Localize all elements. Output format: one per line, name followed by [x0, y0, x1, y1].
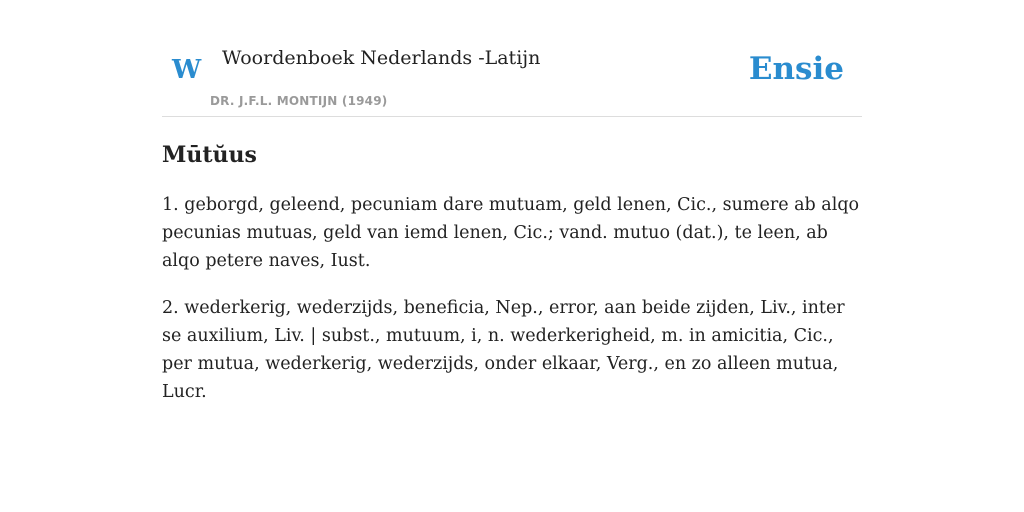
book-author: DR. J.F.L. MONTIJN (1949): [210, 94, 388, 108]
definition-2: 2. wederkerig, wederzijds, beneficia, Nep., error, aan beide zijden, Liv., inter se auxilium, Liv. | subst., mutuum, i, n. wederkerigheid, m. in amicitia, Cic., per mutua, wederkerig, wederzijds, onder elkaar, Verg., en zo alleen mutua, Lucr.: [162, 298, 845, 402]
headword-part: ū: [186, 142, 203, 168]
headword-part: us: [228, 142, 257, 168]
book-title-link[interactable]: Woordenboek Nederlands -Latijn: [222, 47, 541, 69]
book-letter-icon[interactable]: W: [172, 55, 202, 85]
headword-part: ŭ: [212, 142, 229, 168]
dictionary-entry-card: [162, 0, 862, 406]
definition-1: 1. geborgd, geleend, pecuniam dare mutuam, geld lenen, Cic., sumere ab alqo pecunias mutuas, geld van iemd lenen, Cic.; vand. mutuo (dat.), te leen, ab alqo petere naves, Iust.: [162, 195, 860, 271]
ensie-logo[interactable]: Ensie: [748, 51, 844, 87]
headword: [162, 139, 862, 171]
headword-part: t: [202, 142, 213, 168]
headword-part: M: [162, 142, 187, 168]
entry-header: [162, 0, 862, 117]
